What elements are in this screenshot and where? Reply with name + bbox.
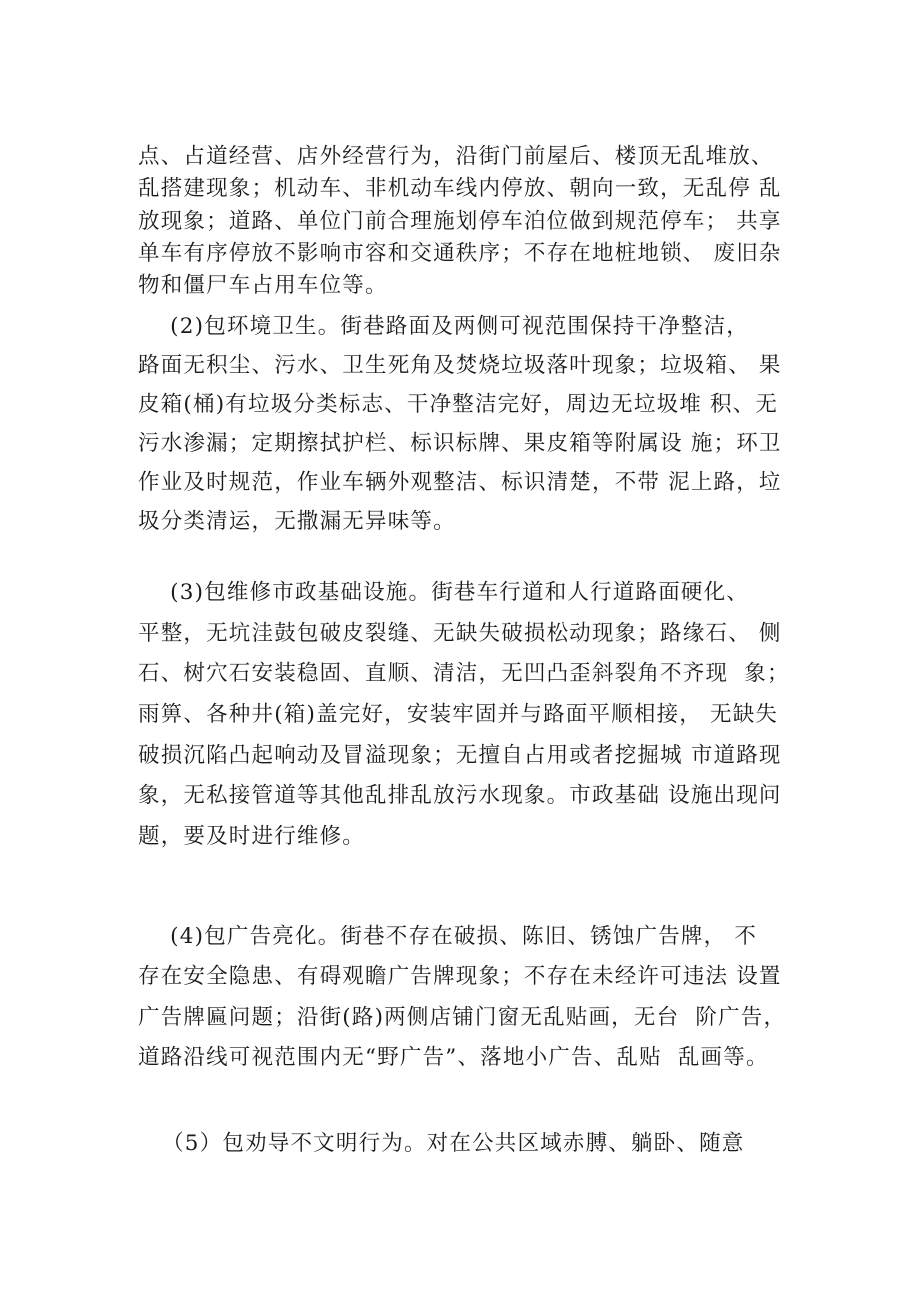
text-line: （5）包劝导不文明行为。对在公共区域赤膊、躺卧、随意: [138, 1131, 745, 1156]
paragraph-municipal-facilities: [138, 582, 798, 867]
text-line: 雨箅、各种井(箱)盖完好，安装牢固并与路面平顺相接， 无缺失: [138, 702, 779, 728]
text-line: 污水渗漏；定期擦拭护栏、标识标牌、果皮箱等附属设 施；环卫: [138, 431, 782, 456]
paragraph-advertising-lighting: [138, 926, 798, 1087]
text-line: 破损沉陷凸起响动及冒溢现象；无擅自占用或者挖掘城 市道路现: [138, 742, 782, 768]
paragraph-intro-continued: [138, 146, 798, 307]
text-line: (3)包维修市政基础设施。街巷车行道和人行道路面硬化、: [138, 580, 749, 605]
text-line: 道路沿线可视范围内无“野广告”、落地小广告、乱贴 乱画等。: [138, 1044, 769, 1070]
text-line: 存在安全隐患、有碍观瞻广告牌现象；不存在未经许可违法 设置: [138, 964, 782, 990]
text-line: 作业及时规范，作业车辆外观整洁、标识清楚，不带 泥上路，垃: [138, 470, 782, 495]
text-line: 平整，无坑洼鼓包破皮裂缝、无缺失破损松动现象；路缘石、 侧: [138, 620, 782, 646]
text-line: 单车有序停放不影响市容和交通秩序；不存在地桩地锁、 废旧杂: [138, 240, 782, 266]
text-line: 放现象；道路、单位门前合理施划停车泊位做到规范停车； 共享: [138, 208, 782, 234]
text-line: (2)包环境卫生。街巷路面及两侧可视范围保持干净整洁，: [138, 314, 749, 339]
paragraph-uncivil-behavior: [138, 1133, 798, 1173]
paragraph-environment-sanitation: [138, 316, 798, 550]
text-line: 物和僵尸车占用车位等。: [138, 273, 388, 299]
text-line: (4)包广告亮化。街巷不存在破损、陈旧、锈蚀广告牌， 不: [138, 924, 758, 949]
text-line: 乱搭建现象；机动车、非机动车线内停放、朝向一致，无乱停 乱: [138, 176, 782, 202]
text-line: 圾分类清运，无撒漏无异味等。: [138, 509, 456, 534]
text-line: 题，要及时进行维修。: [138, 824, 366, 850]
text-line: 象，无私接管道等其他乱排乱放污水现象。市政基础 设施出现问: [138, 783, 782, 809]
text-line: 广告牌匾问题；沿街(路)两侧店铺门窗无乱贴画，无台 阶广告，: [138, 1004, 787, 1030]
text-line: 路面无积尘、污水、卫生死角及焚烧垃圾落叶现象；垃圾箱、 果: [138, 353, 782, 378]
text-line: 皮箱(桶)有垃圾分类标志、干净整洁完好，周边无垃圾堆 积、无: [138, 392, 779, 417]
text-line: 石、树穴石安装稳固、直顺、清洁，无凹凸歪斜裂角不齐现 象；: [138, 661, 790, 687]
text-line: 点、占道经营、店外经营行为，沿街门前屋后、楼顶无乱堆放、: [138, 144, 774, 169]
